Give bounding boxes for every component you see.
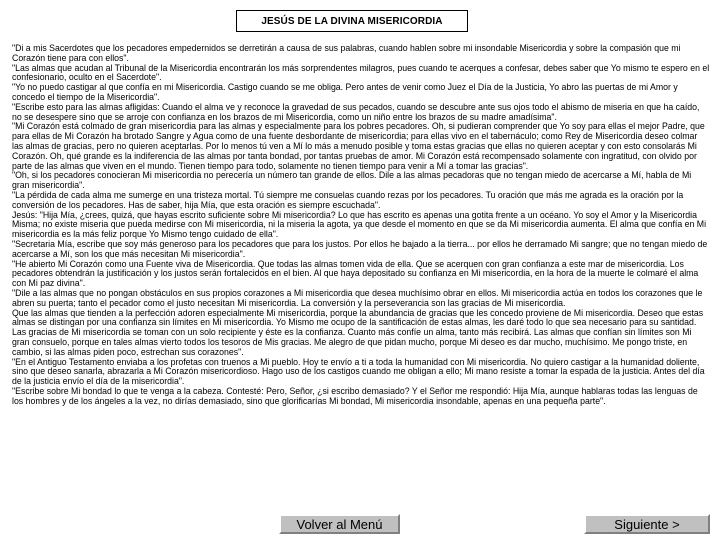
paragraph: "Oh, si los pecadores conocieran Mi misericordia no perecería un número tan grande de ellos. Dile a las almas pecadoras que no tengan miedo de acercarse a Mí, habla de Mi gran misericordia".: [12, 170, 692, 191]
paragraph: Que las almas que tienden a la perfección adoren especialmente Mi misericordia, porque la abundancia de gracias que les concedo proviene de Mi misericordia. Deseo que estas almas se distingan por una confianza sin límites en Mi misericordia. Yo Mismo me ocupo de la santificación de estas almas, les daré todo lo que sea necesario para su santidad. Las gracias de Mi misericordia se toman con un solo recipiente y éste es la confianza. Cuanto más confíe un alma, tanto más recibirá. Las almas que confían sin límites son Mi gran consuelo, porque en tales almas vierto todos los tesoros de Mis gracias. Me alegro de que pidan mucho, porque Mi deseo es dar mucho, muchísimo. Me pongo triste, en cambio, si las almas piden poco, estrechan sus corazones".: [12, 307, 704, 357]
paragraph: "He abierto Mi Corazón como una Fuente viva de Misericordia. Que todas las almas tomen vida de ella. Que se acerquen con gran confianza a este mar de misericordia. Los pecadores obtendrán la justificación y los justos serán fortalecidos en el bien. Al que haya depositado su confianza en Mi misericordia, en la hora de la muerte le colmaré el alma con Mi paz divina".: [12, 258, 699, 289]
page-title: JESÚS DE LA DIVINA MISERICORDIA: [236, 10, 468, 32]
paragraph: "Mi Corazón está colmado de gran misericordia para las almas y especialmente para los pobres pecadores. Oh, si pudieran comprender que Yo soy para ellas el mejor Padre, que para ellas de Mi Corazón ha brotado Sangre y Agua como de una fuente desbordante de misericordia; para ellas vivo en el tabernáculo; como Rey de Misericordia deseo colmar las almas de gracias, pero no quieren aceptarlas. Por lo menos tú ven a Mí lo más a menudo posible y toma estas gracias que ellas no quieren aceptar y con esto consolarás Mi Corazón. Oh, qué grande es la indiferencia de las almas por tanta bondad, por tantas pruebas de amor. Mi Corazón está recompensado solamente con ingratitud, con olvido por parte de las almas que viven en el mundo. Tienen tiempo para todo, solamente no tienen tiempo para venir a Mí a tomar las gracias".: [12, 121, 705, 171]
paragraph: Jesús: "Hija Mía, ¿crees, quizá, que hayas escrito suficiente sobre Mi misericordia? Lo que has escrito es apenas una gotita frente a un océano. Yo soy el Amor y la Misericordia Misma; no existe miseria que pueda medirse con Mi misericordia, ni la miseria la agota, ya que desde el momento en que se da Mi misericordia aumenta. El alma que confía en Mi misericordia es la más feliz porque Yo Mismo tengo cuidado de ella".: [12, 209, 707, 240]
paragraph: "Las almas que acudan al Tribunal de la Misericordia encontrarán los más sorprendentes milagros, pues cuando te acerques a confesar, debes saber que Yo mismo te espero en el confesionario, oculto en el Sacerdote".: [12, 62, 710, 83]
next-button[interactable]: Siguiente >: [584, 514, 710, 534]
body-text: [12, 44, 710, 406]
paragraph: "Dile a las almas que no pongan obstáculos en sus propios corazones a Mi misericordia que desea muchísimo obrar en ellos. Mi misericordia actúa en todos los corazones que le abren su puerta; tanto el pecador como el justo necesitan Mi misericordia. La conversión y la perseverancia son las gracias de Mi misericordia.: [12, 287, 703, 308]
paragraph: "La pérdida de cada alma me sumerge en una tristeza mortal. Tú siempre me consuelas cuando rezas por los pecadores. Tu oración que más me agrada es la oración por la conversión de los pecadores. Has de saber, hija Mía, que esta oración es siempre escuchada".: [12, 189, 684, 210]
back-to-menu-button[interactable]: Volver al Menú: [279, 514, 400, 534]
paragraph: "Di a mis Sacerdotes que los pecadores empedernidos se derretirán a causa de sus palabras, cuando hablen sobre mi insondable Misericordia y sobre la compasión que mi Corazón tiene para con ellos".: [12, 43, 681, 63]
paragraph: "Yo no puedo castigar al que confía en mi Misericordia. Castigo cuando se me obliga. Pero antes de venir como Juez el Día de la Justicia, Yo abro las puertas de mi Amor y concedo el tiempo de la Misericordia".: [12, 82, 678, 102]
paragraph: "En el Antiguo Testamento enviaba a los profetas con truenos a Mi pueblo. Hoy te envío a ti a toda la humanidad con Mi misericordia. No quiero castigar a la humanidad doliente, sino que deseo sanarla, abrazarla a Mi Corazón misericordioso. Hago uso de los castigos cuando me obligan a ello; Mi mano resiste a tomar la espada de la justicia. Antes del día de la justicia envío el día de la misericordia".: [12, 356, 705, 387]
paragraph: "Escribe esto para las almas afligidas: Cuando el alma ve y reconoce la gravedad de sus pecados, cuando se descubre ante sus ojos todo el abismo de miseria en que ha caído, no se desespere sino que se arroje con confianza en los brazos de mi Misericordia, como un niño entre los brazos de su madre amadísima".: [12, 101, 700, 122]
paragraph: "Escribe sobre Mi bondad lo que te venga a la cabeza. Contesté: Pero, Señor, ¿si escribo demasiado? Y el Señor me respondió: Hija Mía, aunque hablaras todas las lenguas de los hombres y de los ángeles a la vez, no dirías demasiado, sino que glorificarías Mi bondad, Mi misericordia insondable, apenas en una pequeña parte".: [12, 385, 698, 406]
paragraph: "Secretaria Mía, escribe que soy más generoso para los pecadores que para los justos. Por ellos he bajado a la tierra... por ellos he derramado Mi sangre; que no tengan miedo de acercarse a Mí, son los que más necesitan Mi misericordia".: [12, 238, 708, 259]
